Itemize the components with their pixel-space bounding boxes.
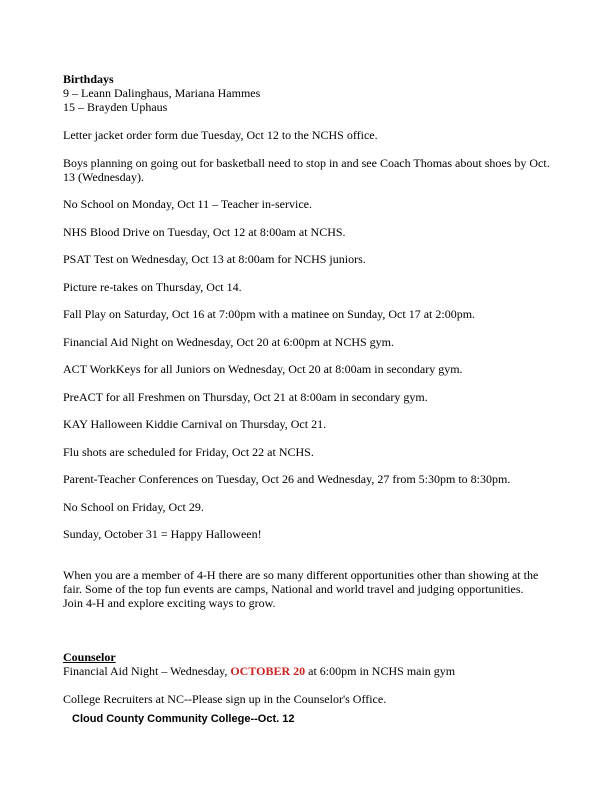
birthdays-section bbox=[63, 72, 563, 114]
announcement: PreACT for all Freshmen on Thursday, Oct 21 at 8:00am in secondary gym. bbox=[63, 389, 428, 404]
financial-aid-date: OCTOBER 20 bbox=[230, 664, 306, 678]
announcement: KAY Halloween Kiddie Carnival on Thursday, Oct 21. bbox=[63, 417, 327, 431]
counselor-heading: Counselor bbox=[63, 650, 116, 664]
document-page bbox=[63, 72, 563, 726]
announcement: Sunday, October 31 = Happy Halloween! bbox=[63, 527, 262, 541]
announcement: Picture re-takes on Thursday, Oct 14. bbox=[63, 279, 242, 294]
announcement: NHS Blood Drive on Tuesday, Oct 12 at 8:00am at NCHS. bbox=[63, 224, 346, 239]
recruiters-line: College Recruiters at NC--Please sign up in the Counselor's Office. bbox=[63, 692, 387, 706]
announcement: Financial Aid Night on Wednesday, Oct 20 at 6:00pm at NCHS gym. bbox=[63, 334, 395, 349]
birthday-line: 9 – Leann Dalinghaus, Mariana Hammes bbox=[63, 86, 261, 100]
announcement: Fall Play on Saturday, Oct 16 at 7:00pm with a matinee on Sunday, Oct 17 at 2:00pm. bbox=[63, 307, 476, 321]
announcement: Boys planning on going out for basketball need to stop in and see Coach Thomas about shoes by Oct. 13 (Wednesday). bbox=[63, 155, 550, 184]
birthdays-heading: Birthdays bbox=[63, 72, 114, 86]
financial-aid-line bbox=[63, 664, 563, 678]
announcement: No School on Friday, Oct 29. bbox=[63, 499, 204, 514]
fourh-paragraph: When you are a member of 4-H there are so many different opportunities other than showing at the fair. Some of the top fun events are camps, National and world travel and judging opportunities. Join 4-H and explore exciting ways to grow. bbox=[63, 568, 539, 610]
counselor-section bbox=[63, 650, 563, 726]
announcement: Flu shots are scheduled for Friday, Oct 22 at NCHS. bbox=[63, 444, 314, 459]
financial-aid-suffix: at 6:00pm in NCHS main gym bbox=[305, 664, 456, 678]
birthday-line: 15 – Brayden Uphaus bbox=[63, 100, 168, 114]
college-visit: Cloud County Community College--Oct. 12 bbox=[72, 713, 295, 725]
announcement: Letter jacket order form due Tuesday, Oct 12 to the NCHS office. bbox=[63, 128, 378, 142]
financial-aid-prefix: Financial Aid Night – Wednesday, bbox=[63, 664, 231, 678]
announcement: ACT WorkKeys for all Juniors on Wednesday, Oct 20 at 8:00am in secondary gym. bbox=[63, 362, 463, 376]
announcement: Parent-Teacher Conferences on Tuesday, Oct 26 and Wednesday, 27 from 5:30pm to 8:30pm. bbox=[63, 472, 511, 486]
announcement: No School on Monday, Oct 11 – Teacher in-service. bbox=[63, 197, 312, 211]
announcement: PSAT Test on Wednesday, Oct 13 at 8:00am for NCHS juniors. bbox=[63, 252, 366, 266]
